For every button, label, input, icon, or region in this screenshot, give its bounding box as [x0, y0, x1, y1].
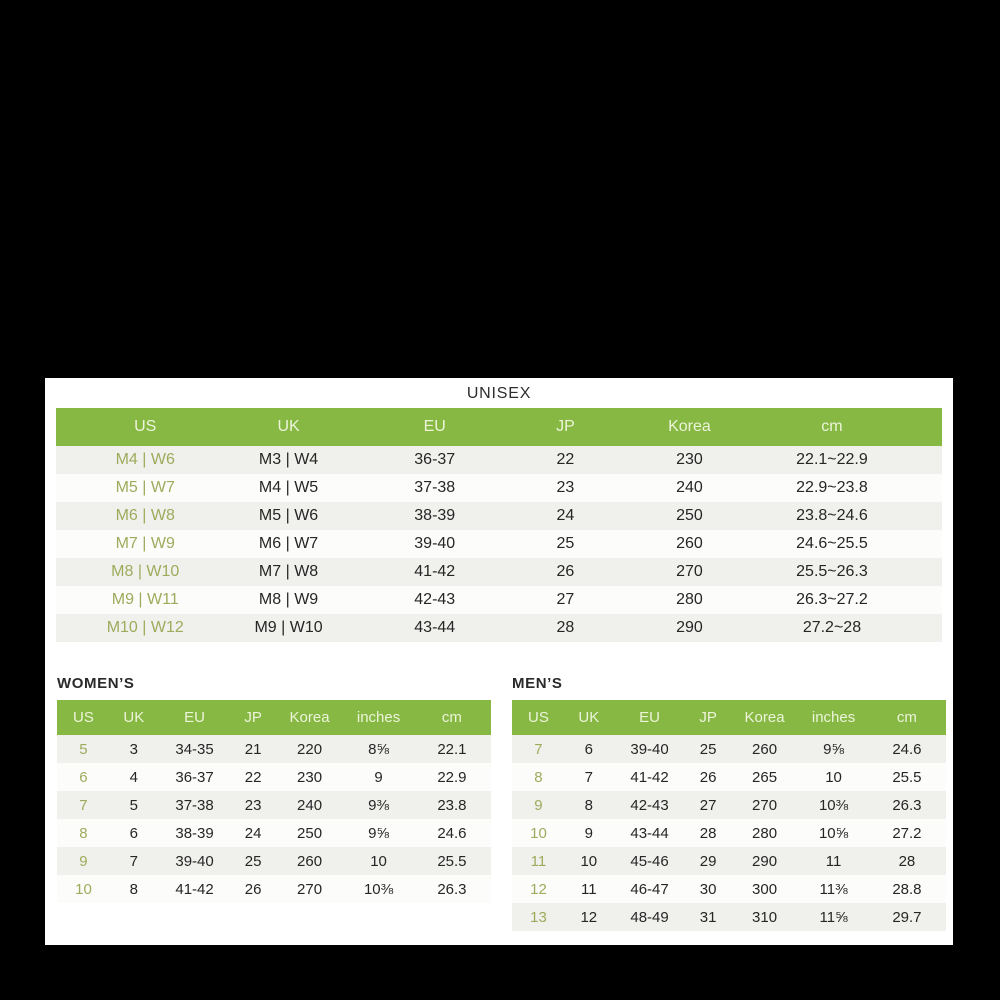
column-header: JP	[508, 408, 623, 446]
column-header: UK	[565, 700, 613, 735]
table-row	[512, 819, 946, 847]
table-cell: 41-42	[414, 563, 456, 580]
table-cell: 9	[534, 796, 543, 814]
header-row	[57, 700, 491, 735]
table-cell: 23	[244, 796, 262, 814]
table-cell: 25	[699, 740, 717, 758]
table-row	[512, 875, 946, 903]
table-cell: 26.3	[437, 880, 467, 898]
header-row	[56, 408, 942, 446]
table-cell: 240	[676, 479, 703, 496]
table-row	[56, 502, 942, 530]
table-cell: 310	[752, 908, 778, 926]
table-row	[57, 791, 491, 819]
size-chart-panel	[45, 378, 953, 945]
table-cell: M3 | W4	[258, 451, 319, 468]
table-cell: 6	[79, 768, 88, 786]
table-cell: 25.5~26.3	[796, 563, 868, 580]
table-row	[57, 763, 491, 791]
column-header: EU	[158, 700, 232, 735]
table-cell: 260	[676, 535, 703, 552]
table-cell: 38-39	[414, 507, 456, 524]
table-cell: 9	[79, 852, 88, 870]
column-header: UK	[215, 408, 361, 446]
table-cell: 41-42	[175, 880, 214, 898]
table-row	[57, 847, 491, 875]
table-cell: 9⅜	[368, 796, 389, 814]
table-cell: M5 | W7	[115, 479, 175, 496]
table-cell: 23.8	[437, 796, 467, 814]
header-row	[512, 700, 946, 735]
table-cell: 24	[556, 507, 575, 524]
table-cell: 11	[530, 852, 547, 870]
table-cell: 9⅝	[823, 740, 844, 758]
column-header: EU	[362, 408, 508, 446]
table-cell: 6	[584, 740, 593, 758]
table-cell: 28	[898, 852, 916, 870]
table-cell: 22	[244, 768, 262, 786]
table-cell: 300	[752, 880, 778, 898]
table-row	[512, 847, 946, 875]
table-cell: 10	[580, 852, 598, 870]
table-cell: 29	[699, 852, 717, 870]
table-cell: 250	[676, 507, 703, 524]
unisex-size-table	[56, 408, 942, 642]
table-cell: 43-44	[630, 824, 669, 842]
table-cell: 29.7	[892, 908, 922, 926]
table-row	[56, 558, 942, 586]
table-cell: M6 | W7	[258, 535, 319, 552]
table-cell: 25	[244, 852, 262, 870]
table-cell: 9	[584, 824, 593, 842]
table-cell: 21	[244, 740, 262, 758]
table-cell: 280	[752, 824, 778, 842]
table-row	[57, 819, 491, 847]
womens-section	[57, 674, 491, 903]
table-cell: 39-40	[175, 852, 214, 870]
table-row	[512, 791, 946, 819]
table-cell: 26	[244, 880, 262, 898]
table-cell: 11	[825, 852, 842, 870]
table-cell: 220	[297, 740, 323, 758]
table-cell: 34-35	[175, 740, 214, 758]
table-cell: 38-39	[175, 824, 214, 842]
table-cell: 37-38	[175, 796, 214, 814]
column-header: JP	[231, 700, 274, 735]
table-cell: 28	[699, 824, 717, 842]
table-cell: 8	[129, 880, 138, 898]
table-cell: 280	[676, 591, 703, 608]
table-row	[57, 875, 491, 903]
table-cell: 290	[752, 852, 778, 870]
table-cell: 27.2~28	[802, 619, 862, 636]
table-cell: 24.6~25.5	[796, 535, 868, 552]
table-cell: 27.2	[892, 824, 922, 842]
table-cell: 48-49	[630, 908, 669, 926]
table-cell: M5 | W6	[258, 507, 319, 524]
table-cell: 41-42	[630, 768, 669, 786]
table-cell: 43-44	[414, 619, 456, 636]
table-cell: 45-46	[630, 852, 669, 870]
table-cell: 25	[556, 535, 575, 552]
table-cell: 11⅝	[819, 908, 848, 926]
table-cell: 30	[699, 880, 717, 898]
table-cell: 8	[584, 796, 593, 814]
table-row	[56, 530, 942, 558]
mens-size-table	[512, 700, 946, 931]
table-cell: 24.6	[437, 824, 467, 842]
table-cell: 4	[129, 768, 138, 786]
column-header: Korea	[623, 408, 756, 446]
table-cell: 260	[297, 852, 323, 870]
table-cell: M10 | W12	[106, 619, 184, 636]
table-cell: 8⅝	[368, 740, 389, 758]
table-cell: M4 | W6	[115, 451, 175, 468]
table-cell: M8 | W10	[111, 563, 180, 580]
table-cell: 24.6	[892, 740, 922, 758]
table-cell: 22	[556, 451, 575, 468]
table-cell: 265	[752, 768, 778, 786]
column-header: cm	[756, 408, 942, 446]
table-cell: 230	[676, 451, 703, 468]
table-cell: 7	[79, 796, 88, 814]
table-row	[512, 735, 946, 763]
womens-section-title: WOMEN’S	[57, 675, 135, 692]
table-cell: 13	[530, 908, 547, 926]
table-cell: 10	[370, 852, 387, 870]
table-cell: 26	[699, 768, 717, 786]
table-cell: 8	[79, 824, 88, 842]
womens-size-table	[57, 700, 491, 903]
table-cell: 260	[752, 740, 778, 758]
table-cell: 9⅝	[368, 824, 389, 842]
table-cell: M7 | W8	[258, 563, 319, 580]
table-cell: 25.5	[892, 768, 922, 786]
table-cell: 11	[581, 880, 597, 898]
table-row	[56, 586, 942, 614]
table-cell: 22.9	[437, 768, 467, 786]
table-cell: 39-40	[414, 535, 456, 552]
table-cell: 26.3	[892, 796, 922, 814]
table-cell: 11⅜	[819, 880, 848, 898]
column-header: JP	[686, 700, 729, 735]
table-cell: 26.3~27.2	[796, 591, 868, 608]
table-cell: 27	[699, 796, 717, 814]
table-cell: 10	[530, 824, 547, 842]
table-row	[56, 446, 942, 474]
column-header: US	[512, 700, 565, 735]
mens-section-title: MEN’S	[512, 675, 563, 692]
table-cell: 12	[530, 880, 547, 898]
unisex-section-title: UNISEX	[466, 385, 532, 402]
table-cell: 7	[129, 852, 138, 870]
table-row	[512, 903, 946, 931]
table-cell: 24	[244, 824, 262, 842]
table-cell: 7	[534, 740, 543, 758]
column-header: cm	[413, 700, 491, 735]
table-cell: M4 | W5	[258, 479, 319, 496]
table-cell: 10⅜	[818, 796, 849, 814]
table-cell: 31	[699, 908, 717, 926]
column-header: inches	[344, 700, 413, 735]
column-header: US	[57, 700, 110, 735]
table-cell: 46-47	[630, 880, 669, 898]
table-cell: 250	[297, 824, 323, 842]
table-cell: 42-43	[414, 591, 456, 608]
table-cell: 12	[580, 908, 598, 926]
table-cell: 10⅝	[818, 824, 849, 842]
table-cell: 10⅜	[363, 880, 394, 898]
table-cell: M7 | W9	[115, 535, 175, 552]
table-cell: 25.5	[437, 852, 467, 870]
table-cell: 270	[297, 880, 323, 898]
table-cell: 5	[79, 740, 88, 758]
table-cell: 36-37	[175, 768, 214, 786]
table-cell: 22.9~23.8	[796, 479, 868, 496]
table-cell: 290	[676, 619, 703, 636]
table-cell: 7	[584, 768, 593, 786]
table-row	[56, 474, 942, 502]
table-cell: 26	[556, 563, 575, 580]
table-cell: 6	[129, 824, 138, 842]
column-header: Korea	[275, 700, 344, 735]
table-cell: 8	[534, 768, 543, 786]
column-header: cm	[868, 700, 946, 735]
table-row	[512, 763, 946, 791]
table-cell: 28	[556, 619, 575, 636]
table-cell: 39-40	[630, 740, 669, 758]
table-cell: 42-43	[630, 796, 669, 814]
table-cell: 27	[556, 591, 575, 608]
table-cell: 22.1	[437, 740, 467, 758]
table-cell: 5	[129, 796, 138, 814]
table-cell: M8 | W9	[258, 591, 319, 608]
table-cell: 3	[129, 740, 138, 758]
table-cell: 23.8~24.6	[796, 507, 868, 524]
table-cell: 28.8	[892, 880, 922, 898]
column-header: Korea	[730, 700, 799, 735]
table-cell: 10	[75, 880, 92, 898]
column-header: US	[56, 408, 215, 446]
column-header: EU	[613, 700, 687, 735]
table-row	[57, 735, 491, 763]
table-cell: 240	[297, 796, 323, 814]
table-row	[56, 614, 942, 642]
table-cell: M9 | W10	[254, 619, 323, 636]
table-cell: M9 | W11	[111, 591, 179, 608]
table-cell: 230	[297, 768, 323, 786]
table-cell: 36-37	[414, 451, 456, 468]
mens-section	[512, 674, 946, 931]
column-header: UK	[110, 700, 158, 735]
table-cell: 37-38	[414, 479, 456, 496]
table-cell: 270	[752, 796, 778, 814]
table-cell: 270	[676, 563, 703, 580]
table-cell: M6 | W8	[115, 507, 175, 524]
column-header: inches	[799, 700, 868, 735]
table-cell: 22.1~22.9	[796, 451, 868, 468]
table-cell: 23	[556, 479, 575, 496]
table-cell: 10	[825, 768, 842, 786]
table-cell: 9	[374, 768, 383, 786]
